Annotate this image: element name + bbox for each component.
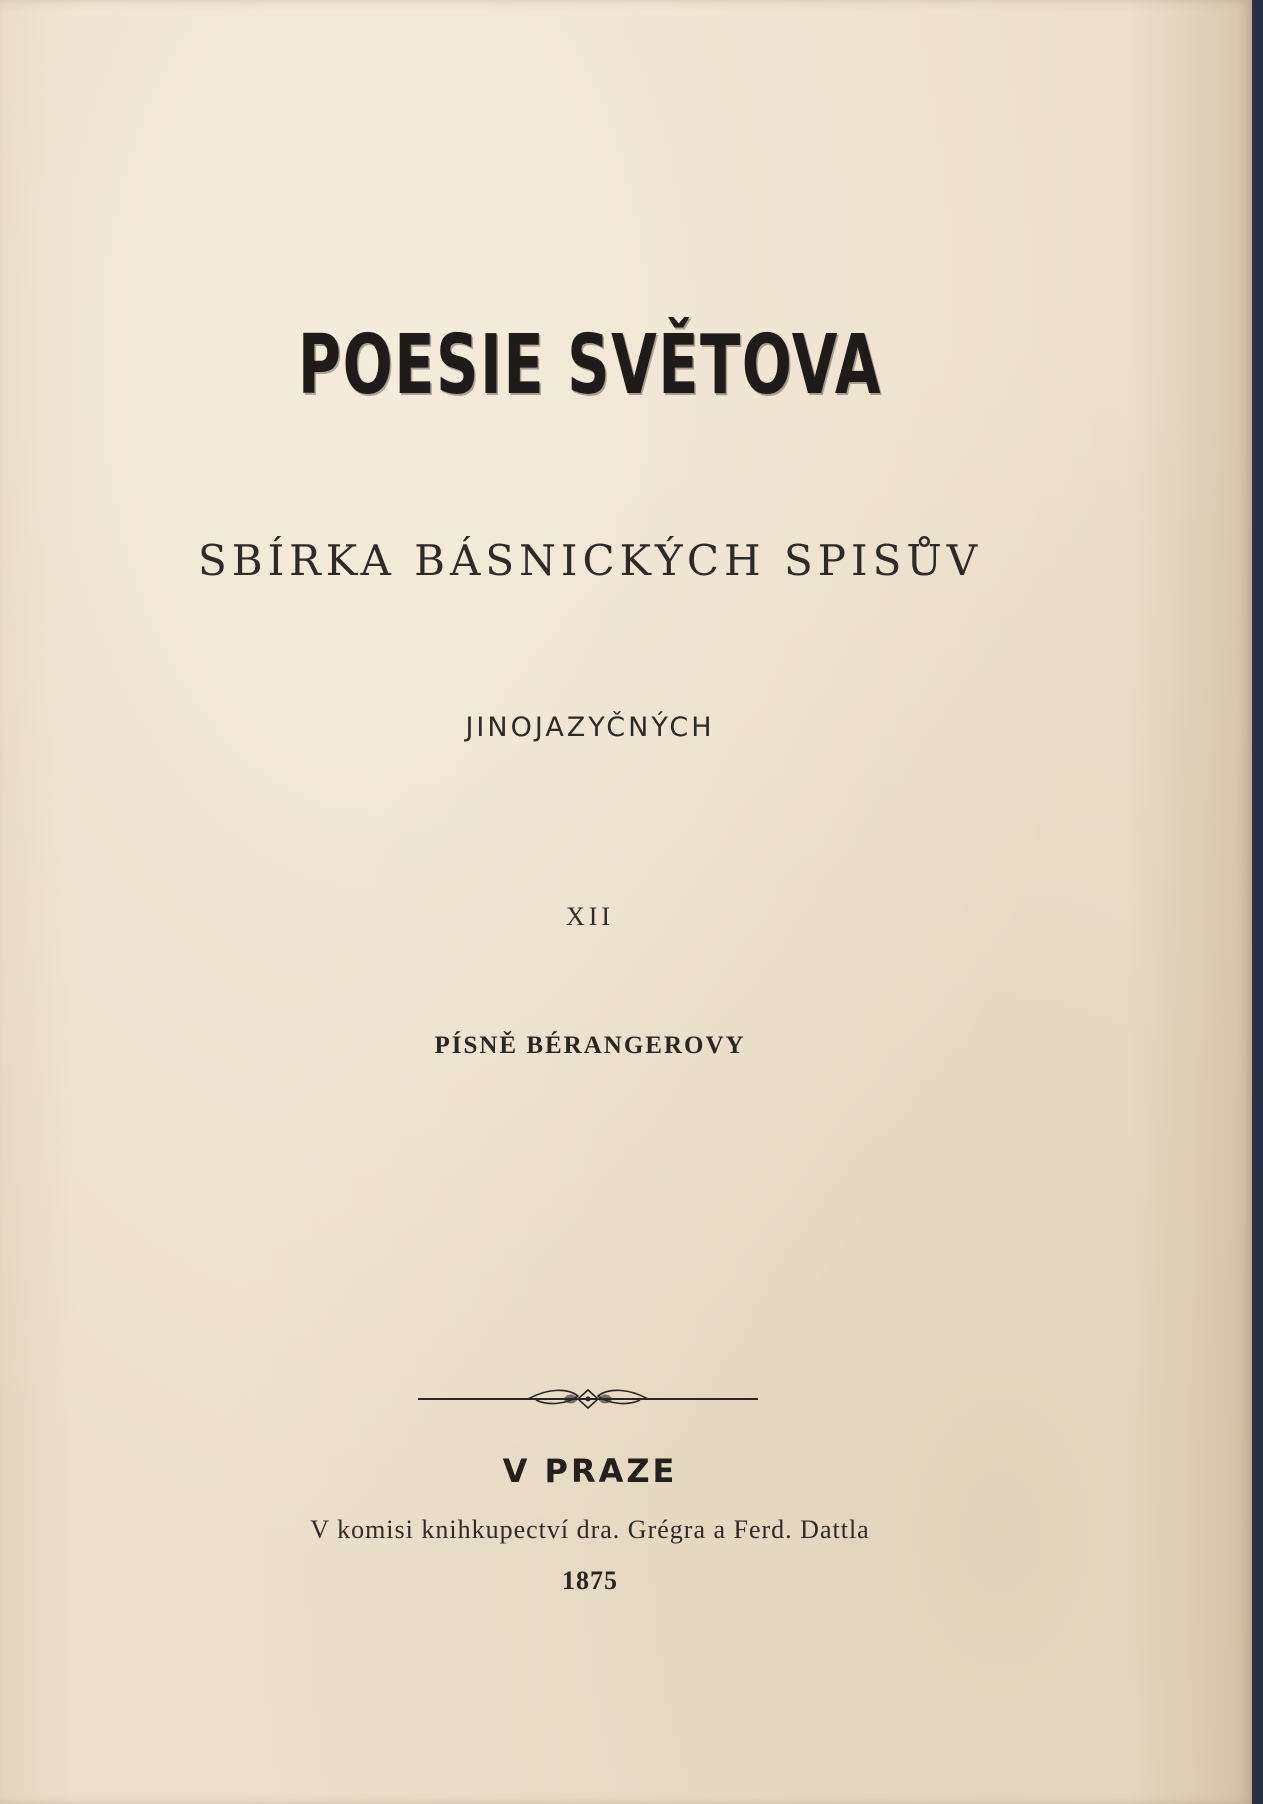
series-subtitle: SBÍRKA BÁSNICKÝCH SPISŮV [197, 536, 983, 585]
work-title: PÍSNĚ BÉRANGEROVY [434, 1032, 746, 1059]
series-title: POESIE SVĚTOVA [297, 318, 883, 413]
publication-year: 1875 [562, 1566, 618, 1595]
publisher-line: V komisi knihkupectví dra. Grégra a Ferd. Dattla [310, 1515, 870, 1544]
series-subtitle-continued: JINOJAZYČNÝCH [465, 712, 715, 743]
publication-place: V PRAZE [502, 1452, 678, 1490]
volume-number: XII [565, 902, 615, 931]
ornamental-rule-icon [418, 1384, 758, 1414]
